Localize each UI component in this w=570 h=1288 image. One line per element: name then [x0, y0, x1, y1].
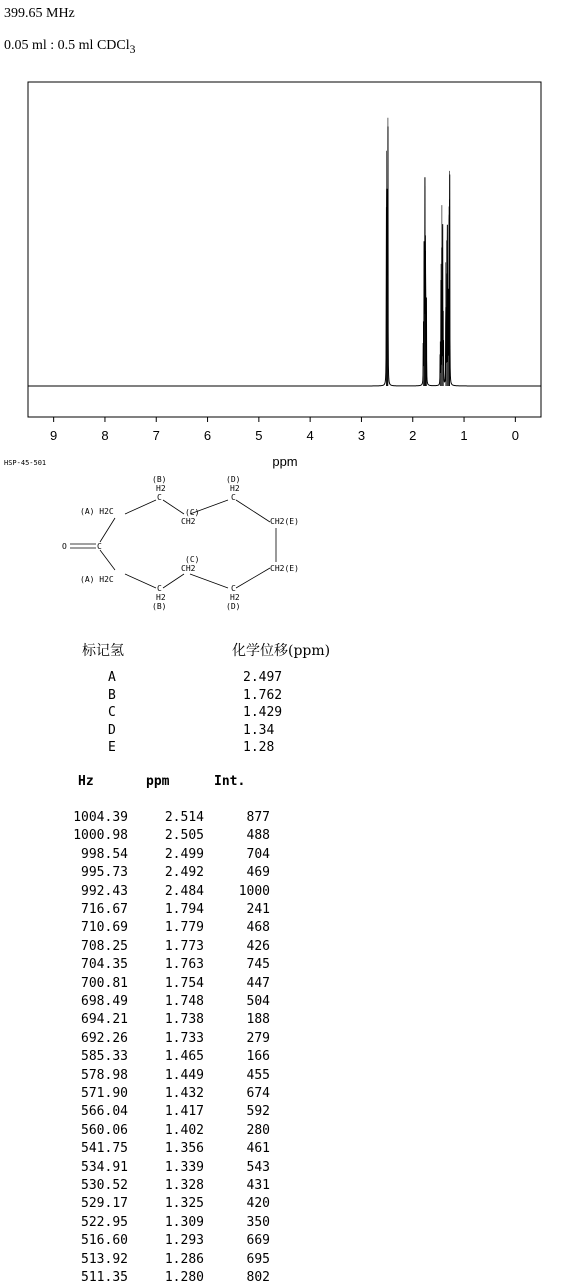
- peak-ppm: 1.293: [164, 1233, 204, 1249]
- table-row: [0, 1215, 300, 1233]
- x-tick-label: 0: [511, 428, 519, 443]
- label-CH2-C-top: CH2: [181, 517, 196, 526]
- peak-hz: 530.52: [81, 1178, 128, 1193]
- peak-int: 426: [246, 938, 270, 954]
- assignment-label: B: [108, 687, 116, 703]
- peak-ppm: 1.738: [164, 1012, 204, 1028]
- x-tick-label: 5: [255, 428, 263, 443]
- peak-hz: 1004.39: [73, 810, 128, 825]
- peak-hz: 541.75: [81, 1141, 128, 1157]
- table-row: [0, 1012, 300, 1030]
- peak-hz: 708.25: [81, 938, 128, 954]
- peak-ppm: 1.779: [164, 920, 204, 936]
- table-row: [0, 1049, 300, 1067]
- peak-hz: 513.92: [81, 1251, 128, 1267]
- table-row: [0, 902, 300, 920]
- peak-ppm: 1.465: [164, 1049, 204, 1065]
- peak-int: 802: [246, 1270, 270, 1285]
- peak-ppm: 2.499: [164, 846, 204, 862]
- peak-ppm: 1.417: [164, 1104, 204, 1120]
- table-row: [0, 1068, 300, 1086]
- peak-int: 280: [246, 1122, 270, 1138]
- peak-hz: 560.06: [81, 1122, 128, 1138]
- peak-int: 704: [246, 846, 270, 862]
- peak-int: 420: [246, 1196, 270, 1212]
- peak-int: 543: [246, 1159, 270, 1175]
- peak-int: 877: [246, 810, 270, 825]
- label-CH2-C-bot: CH2: [181, 564, 196, 573]
- x-tick-label: 2: [409, 428, 417, 443]
- assignment-shift: 1.34: [243, 722, 275, 738]
- assignment-shift: 2.497: [243, 670, 283, 685]
- peak-ppm: 1.325: [164, 1196, 204, 1212]
- peak-int: 674: [246, 1086, 270, 1101]
- table-row: [0, 1178, 300, 1196]
- table-row: [0, 810, 300, 828]
- peak-ppm: 2.514: [164, 810, 204, 825]
- peak-ppm: 1.432: [164, 1086, 204, 1101]
- label-D-bot: (D): [226, 602, 241, 611]
- label-H2-D-bot: H2: [230, 593, 240, 602]
- peak-int: 745: [246, 957, 270, 973]
- label-CH2E-top: CH2(E): [270, 517, 299, 526]
- peak-header-hz: Hz: [78, 774, 94, 789]
- table-row: [0, 1031, 300, 1049]
- assignment-shift: 1.429: [243, 705, 283, 720]
- label-oxygen: O: [62, 542, 67, 551]
- table-row: [0, 957, 300, 975]
- peak-hz: 704.35: [81, 957, 128, 973]
- label-CH2E-bot: CH2(E): [270, 564, 299, 573]
- assignment-label: E: [108, 740, 116, 755]
- peak-int: 241: [246, 902, 270, 917]
- peak-hz: 522.95: [81, 1214, 128, 1230]
- peak-ppm: 1.754: [164, 975, 204, 991]
- peak-int: 695: [246, 1251, 270, 1267]
- peak-ppm: 1.733: [164, 1030, 204, 1046]
- peak-int: 188: [246, 1012, 270, 1028]
- assignment-label: D: [108, 722, 116, 738]
- assignment-header-label: 标记氢: [82, 643, 124, 659]
- peak-ppm: 1.309: [164, 1214, 204, 1230]
- table-row: [0, 1252, 300, 1270]
- peak-int: 461: [246, 1141, 270, 1157]
- peak-int: 279: [246, 1030, 270, 1046]
- peak-hz: 566.04: [81, 1104, 128, 1120]
- table-row: [0, 920, 300, 938]
- peak-hz: 529.17: [81, 1196, 128, 1212]
- peak-hz: 516.60: [81, 1233, 128, 1249]
- table-row: [0, 1141, 300, 1159]
- label-C-mid-top: (C): [185, 508, 200, 517]
- table-row: [0, 1270, 300, 1288]
- table-row: [0, 994, 300, 1012]
- table-row: [0, 1160, 300, 1178]
- peak-ppm: 2.484: [164, 883, 204, 899]
- peak-hz: 998.54: [81, 846, 128, 862]
- peak-hz: 716.67: [81, 902, 128, 917]
- plot-frame: [28, 82, 541, 417]
- peak-ppm: 1.773: [164, 938, 204, 954]
- table-row: [0, 939, 300, 957]
- label-B-top: (B): [152, 475, 167, 484]
- x-tick-label: 6: [203, 428, 212, 443]
- molecule-structure: [0, 470, 400, 630]
- peak-int: 166: [246, 1049, 270, 1065]
- peak-int: 468: [246, 920, 270, 936]
- peak-int: 431: [246, 1178, 270, 1193]
- peak-int: 669: [246, 1233, 270, 1249]
- sample-subscript: 3: [129, 42, 136, 56]
- peak-hz: 692.26: [81, 1030, 128, 1046]
- peak-hz: 694.21: [81, 1012, 128, 1028]
- x-tick-label: 1: [460, 428, 468, 443]
- peak-hz: 578.98: [81, 1067, 128, 1083]
- peak-int: 504: [246, 994, 270, 1009]
- peak-ppm: 1.748: [164, 994, 204, 1009]
- nmr-spectrum-chart: [0, 0, 570, 470]
- peak-int: 350: [246, 1214, 270, 1230]
- peak-hz: 992.43: [81, 883, 128, 899]
- label-C-D-bot: C: [231, 584, 236, 593]
- peak-int: 447: [246, 975, 270, 991]
- label-H2-B-top: H2: [156, 484, 166, 493]
- peak-int: 455: [246, 1067, 270, 1083]
- peak-hz: 698.49: [81, 994, 128, 1009]
- table-row: [0, 865, 300, 883]
- label-C-B-bot: C: [157, 584, 162, 593]
- peak-ppm: 1.328: [164, 1178, 204, 1193]
- label-C-D-top: C: [231, 493, 236, 502]
- x-axis-ticks: [50, 417, 519, 443]
- table-row: [0, 884, 300, 902]
- label-B-bot: (B): [152, 602, 167, 611]
- x-axis-label: ppm: [272, 454, 298, 469]
- peak-header-int: Int.: [214, 774, 246, 789]
- sample-text: 0.05 ml : 0.5 ml CDCl: [4, 38, 130, 53]
- x-tick-label: 4: [306, 428, 314, 443]
- table-row: [0, 828, 300, 846]
- assignment-label: A: [108, 670, 116, 685]
- peak-ppm: 2.492: [164, 865, 204, 881]
- label-C-mid-bot: (C): [185, 555, 200, 564]
- peak-ppm: 1.402: [164, 1122, 204, 1138]
- assignment-label: C: [108, 705, 116, 720]
- peak-ppm: 2.505: [164, 828, 204, 844]
- label-H2-B-bot: H2: [156, 593, 166, 602]
- label-H2-D-top: H2: [230, 484, 240, 493]
- label-C-B-top: C: [157, 493, 162, 502]
- peak-hz: 511.35: [81, 1270, 128, 1285]
- peak-ppm: 1.794: [164, 902, 204, 917]
- peak-int: 1000: [238, 883, 270, 899]
- label-carbonyl-C: C: [97, 542, 102, 551]
- peak-ppm: 1.449: [164, 1067, 204, 1083]
- table-row: [0, 976, 300, 994]
- peak-ppm: 1.763: [164, 957, 204, 973]
- assignment-header-shift: 化学位移(ppm): [232, 643, 331, 659]
- peak-hz: 1000.98: [73, 828, 128, 844]
- peak-ppm: 1.356: [164, 1141, 204, 1157]
- x-tick-label: 3: [357, 428, 366, 443]
- spectrum-code: HSP-45-501: [4, 459, 47, 467]
- x-tick-label: 9: [50, 428, 58, 443]
- peak-hz: 710.69: [81, 920, 128, 936]
- peak-int: 469: [246, 865, 270, 881]
- peak-hz: 585.33: [81, 1049, 128, 1065]
- peak-hz: 534.91: [81, 1159, 128, 1175]
- peak-ppm: 1.286: [164, 1251, 204, 1267]
- peak-int: 488: [246, 828, 270, 844]
- peak-hz: 995.73: [81, 865, 128, 881]
- table-row: [0, 1196, 300, 1214]
- peak-int: 592: [246, 1104, 270, 1120]
- spectrometer-frequency: 399.65 MHz: [4, 6, 75, 21]
- assignment-shift: 1.762: [243, 687, 283, 703]
- table-row: [0, 847, 300, 865]
- x-tick-label: 7: [152, 428, 160, 443]
- table-row: [0, 1233, 300, 1251]
- label-A-bot: (A) H2C: [80, 575, 114, 584]
- assignment-shift: 1.28: [243, 740, 275, 755]
- peak-hz: 700.81: [81, 975, 128, 991]
- peak-ppm: 1.339: [164, 1159, 204, 1175]
- peak-ppm: 1.280: [164, 1270, 204, 1285]
- x-tick-label: 8: [101, 428, 109, 443]
- table-row: [0, 1086, 300, 1104]
- label-A-top: (A) H2C: [80, 507, 114, 516]
- table-row: [0, 1123, 300, 1141]
- peak-hz: 571.90: [81, 1086, 128, 1101]
- peak-header-ppm: ppm: [146, 774, 170, 789]
- label-D-top: (D): [226, 475, 241, 484]
- spectrum-trace: [28, 126, 541, 386]
- table-row: [0, 1104, 300, 1122]
